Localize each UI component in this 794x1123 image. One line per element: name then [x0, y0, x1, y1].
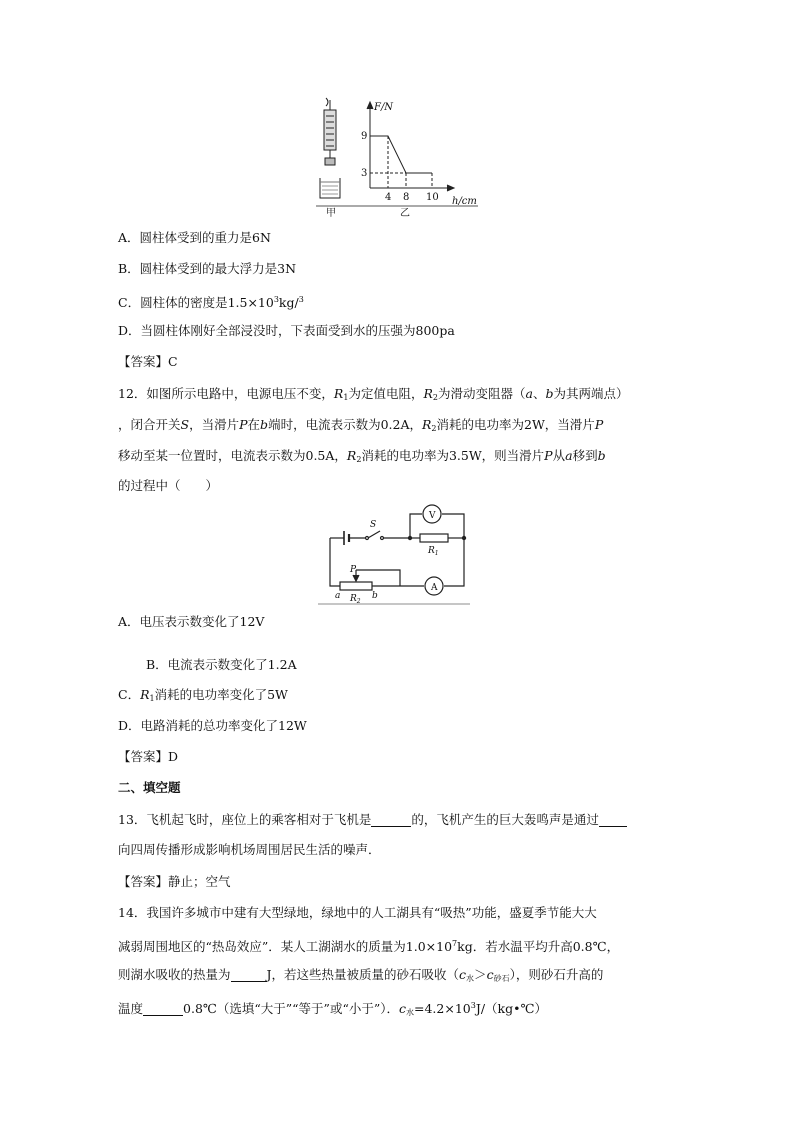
q14-stem-line-3: 则湖水吸收的热量为 J，若这些热量被质量的砂石吸收$(c_水>c_{砂石})$，则砂石升高的 — [118, 967, 604, 983]
q12-option-c: C．$R_1$消耗的电功率变化了5W — [118, 687, 288, 703]
figure-spring-scale-graph — [312, 96, 478, 220]
q12-stem-line-4: 的过程中（ ） — [118, 478, 219, 493]
label-a: a — [335, 591, 341, 601]
q13-answer: 【答案】静止；空气 — [118, 874, 231, 889]
section-heading-fill-in: 二、填空题 — [118, 780, 181, 795]
figure-label-yi: 乙 — [400, 208, 410, 219]
q11-option-d: D．当圆柱体刚好全部浸没时，下表面受到水的压强为800pa — [118, 323, 455, 338]
q11-option-a: A．圆柱体受到的重力是6N — [118, 230, 271, 245]
q12-answer: 【答案】D — [118, 749, 179, 764]
q12-option-a: A．电压表示数变化了12V — [118, 614, 265, 629]
switch-lever — [368, 531, 380, 538]
q11-answer: 【答案】C — [118, 354, 178, 369]
q13-stem-line-1: 13．飞机起飞时，座位上的乘客相对于飞机是 的，飞机产生的巨大轰鸣声是通过 — [118, 810, 627, 830]
label-b: b — [372, 591, 378, 601]
label-voltmeter-v: V — [429, 511, 436, 521]
q12-stem-line-1: 12．如图所示电路中，电源电压不变，$R_1$为定值电阻，$R_2$为滑动变阻器（a、b为其两端点） — [118, 386, 629, 402]
figure-circuit — [318, 500, 470, 606]
q14-blank-2[interactable] — [143, 1001, 183, 1016]
graph-y-tick-3: 3 — [361, 168, 368, 179]
graph-x-tick-4: 4 — [385, 192, 392, 203]
q11-option-b: B．圆柱体受到的最大浮力是3N — [118, 261, 297, 276]
label-p: P — [350, 565, 357, 575]
q12-stem-line-3: 移动至某一位置时，电流表示数为0.5A，$R_2$消耗的电功率为3.5W，则当滑片P从a移到b — [118, 448, 606, 464]
rheostat-r2-icon — [340, 582, 372, 590]
graph-y-label: F/N — [374, 102, 394, 113]
graph-x-label: h/cm — [452, 196, 477, 207]
q14-stem-line-2: 减弱周围地区的“热岛效应”．某人工湖湖水的质量为$1.0\times 10^7kg$．若水温平均升高0.8℃， — [118, 939, 620, 954]
q13-blank-1[interactable] — [371, 812, 411, 827]
q14-stem-line-1: 14．我国许多城市中建有大型绿地，绿地中的人工湖具有“吸热”功能，盛夏季节能大大 — [118, 905, 597, 920]
graph-y-tick-9: 9 — [361, 131, 368, 142]
q11-option-c: C．圆柱体的密度是$1.5\times 10^3kg/^3$ — [118, 295, 304, 310]
q13-blank-2[interactable] — [599, 812, 627, 827]
q14-blank-1[interactable] — [231, 967, 267, 982]
resistor-r1-icon — [420, 534, 448, 542]
q12-option-d: D．电路消耗的总功率变化了12W — [118, 718, 307, 733]
spring-scale-icon — [320, 98, 340, 198]
label-r2: $R_2$ — [350, 594, 361, 605]
q12-option-b: B．电流表示数变化了1.2A — [146, 657, 297, 672]
q13-stem-line-2: 向四周传播形成影响机场周围居民生活的噪声． — [118, 842, 381, 857]
graph-x-tick-8: 8 — [403, 192, 410, 203]
label-r1: $R_1$ — [428, 546, 439, 557]
graph-x-tick-10: 10 — [426, 192, 439, 203]
q12-stem-line-2: ，闭合开关S，当滑片P在b端时，电流表示数为0.2A，$R_2$消耗的电功率为2W，当滑片P — [118, 417, 604, 433]
q14-stem-line-4: 温度 0.8℃（选填“大于”“等于”或“小于”）．$c_水=4.2\times 10^3J/(kg•℃)$ — [118, 1001, 547, 1017]
label-ammeter-a: A — [431, 583, 438, 593]
graph-curve — [370, 136, 432, 173]
label-switch-s: S — [370, 520, 377, 530]
figure-label-jia: 甲 — [326, 208, 336, 219]
